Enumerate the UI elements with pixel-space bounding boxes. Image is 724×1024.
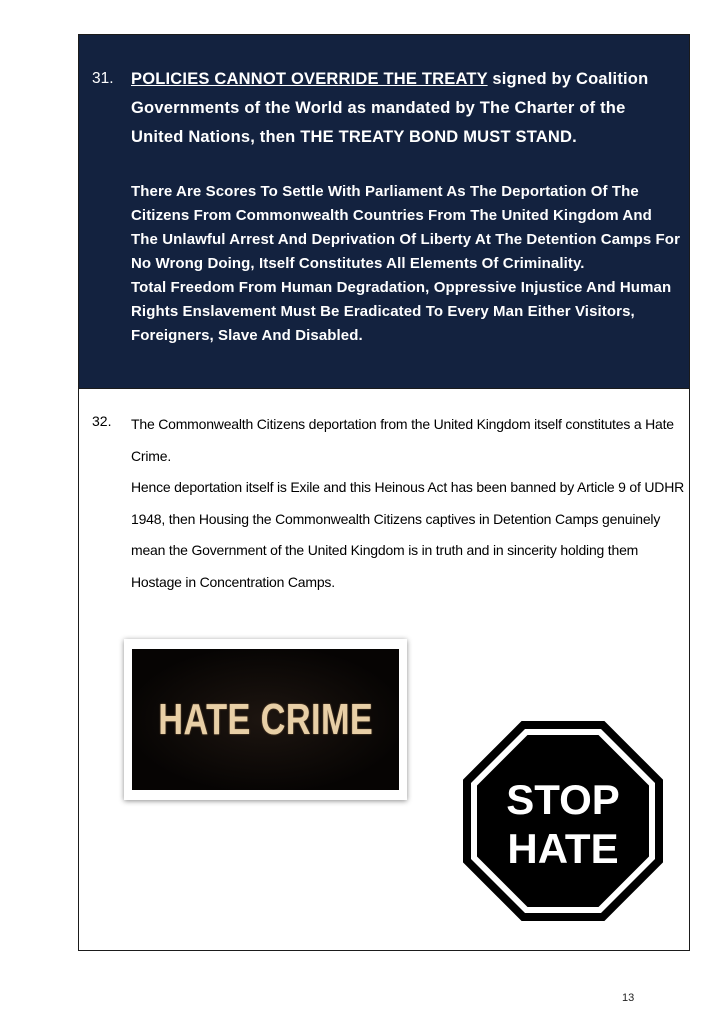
content-frame	[78, 34, 690, 951]
item-31-heading-rest: signed by Coalition Governments of the World as mandated by The Charter of the United Nations, then THE TREATY BOND MUST STAND.	[131, 70, 649, 146]
item-32-paragraph-1: The Commonwealth Citizens deportation from the United Kingdom itself constitutes a Hate Crime.	[131, 416, 674, 464]
stop-sign-line-2: HATE	[507, 825, 619, 872]
stop-sign-line-1: STOP	[506, 776, 620, 823]
item-32-number: 32.	[92, 413, 112, 429]
item-32-paragraph-2: Hence deportation itself is Exile and this Heinous Act has been banned by Article 9 of UDHR 1948, then Housing the Commonwealth Citizens captives in Detention Camps genuinely mean the Government of the United Kingdom is in truth and in sincerity holding them Hostage in Concentration Camps.	[131, 479, 685, 590]
hate-crime-image-text: HATE CRIME	[158, 694, 373, 744]
item-31-paragraph-2: Total Freedom From Human Degradation, Oppressive Injustice And Human Rights Enslavement Must Be Eradicated To Every Man Either Visitors, Foreigners, Slave And Disabled.	[131, 279, 672, 344]
item-31-heading-underlined: POLICIES CANNOT OVERRIDE THE TREATY	[131, 70, 488, 88]
page-number: 13	[622, 992, 635, 1004]
item-32-body	[131, 409, 686, 599]
item-31-number: 31.	[92, 70, 114, 87]
item-31-body	[131, 180, 683, 348]
item-31-paragraph-1: There Are Scores To Settle With Parliament As The Deportation Of The Citizens From Commonwealth Countries From The United Kingdom And The Unlawful Arrest And Deprivation Of Liberty At The Detention Camps For No Wrong Doing, Itself Constitutes All Elements Of Criminality.	[131, 183, 681, 272]
item-31-block	[79, 35, 689, 389]
item-31-heading	[131, 65, 679, 152]
stop-hate-sign	[463, 721, 663, 921]
hate-crime-image-inner	[132, 649, 399, 790]
hate-crime-image	[124, 639, 407, 800]
